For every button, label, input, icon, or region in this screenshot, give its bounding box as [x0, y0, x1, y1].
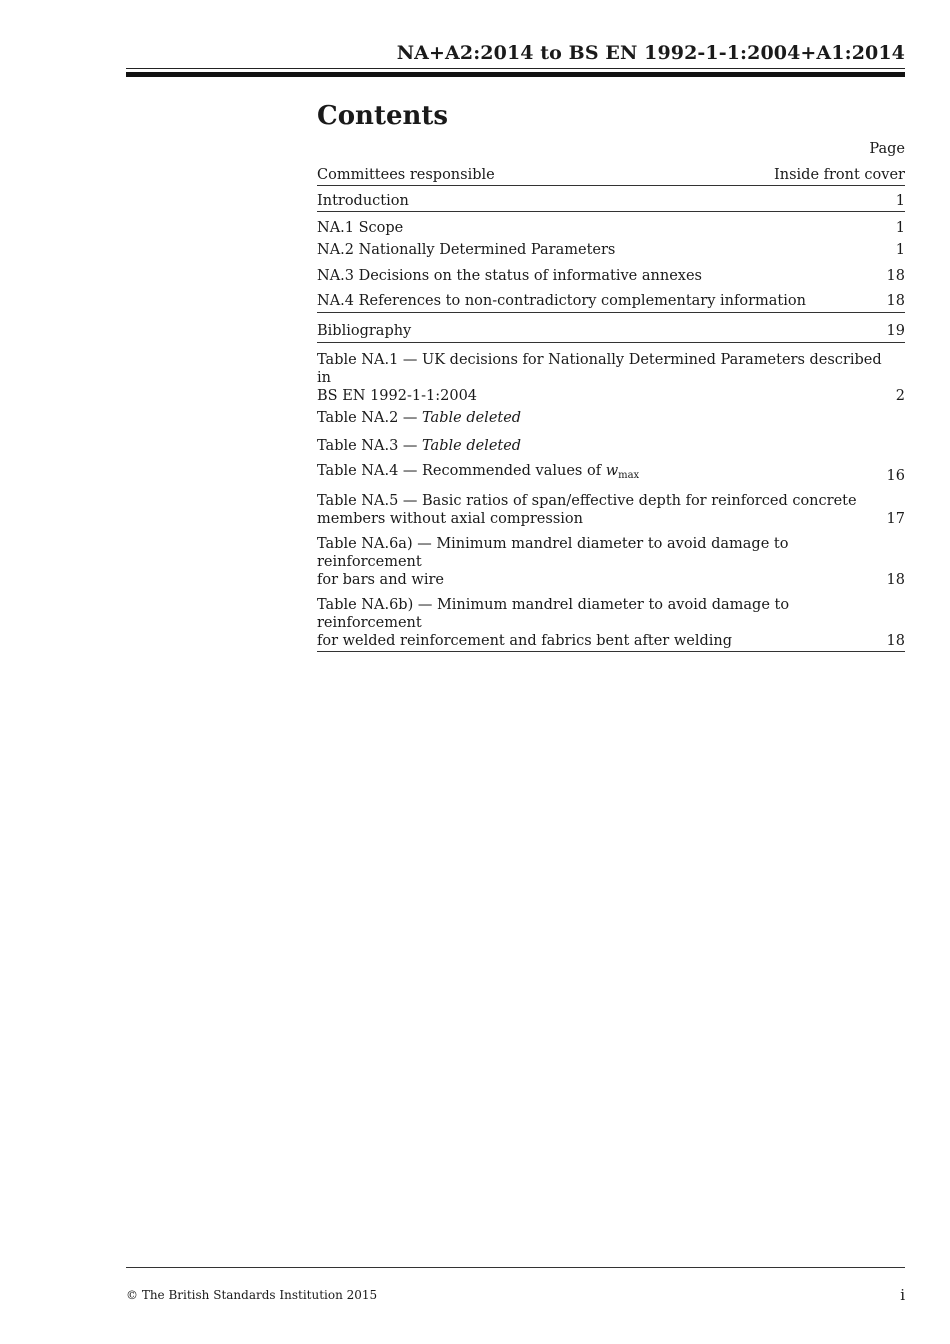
- toc-entry-table-na2[interactable]: [317, 409, 905, 427]
- toc-entry-page: 1: [895, 242, 905, 258]
- toc-entry-text: Introduction: [317, 193, 409, 209]
- toc-entry-na3[interactable]: [317, 267, 905, 285]
- toc-entry-page: 17: [886, 511, 905, 527]
- toc-entry-title-italic: Table deleted: [422, 438, 522, 454]
- toc-entry-table-na4[interactable]: [317, 462, 905, 485]
- toc-entry-na1[interactable]: [317, 219, 905, 237]
- toc-entry-text: [317, 492, 887, 528]
- toc-entry-text: [317, 535, 887, 589]
- toc-group-tables: [317, 351, 905, 652]
- footer-copyright: © The British Standards Institution 2015: [126, 1288, 378, 1302]
- toc-entry-title-italic: Table deleted: [422, 410, 522, 426]
- toc-entry-page: 1: [895, 193, 905, 209]
- toc-entry-committees[interactable]: [317, 166, 905, 184]
- toc-group-introduction: [317, 192, 905, 212]
- toc-entry-prefix: Table NA.2 —: [317, 410, 423, 426]
- toc-entry-text: NA.2 Nationally Determined Parameters: [317, 242, 616, 258]
- toc-entry-line: BS EN 1992-1-1:2004: [317, 388, 478, 404]
- toc-entry-line: for welded reinforcement and fabrics bent after welding: [317, 633, 733, 649]
- toc-entry-page: 19: [886, 323, 905, 339]
- toc-entry-page: 18: [886, 633, 905, 649]
- toc-entry-page: 18: [886, 572, 905, 588]
- toc-entry-text: Bibliography: [317, 323, 412, 339]
- math-symbol-w: w: [605, 463, 619, 479]
- toc-entry-page: 2: [895, 388, 905, 404]
- toc-entry-text: NA.4 References to non-contradictory complementary information: [317, 293, 806, 309]
- toc-entry-text: Committees responsible: [317, 167, 495, 183]
- toc-entry-table-na6b[interactable]: [317, 596, 905, 650]
- toc-entry-line: Table NA.5 — Basic ratios of span/effective depth for reinforced concrete: [317, 493, 857, 509]
- toc-entry-table-na5[interactable]: [317, 492, 905, 528]
- toc-entry-page: 18: [886, 293, 905, 309]
- header-rule-thin: [126, 68, 905, 69]
- toc-entry-page: 18: [886, 268, 905, 284]
- toc-entry-page: 16: [886, 468, 905, 484]
- toc-entry-text: NA.1 Scope: [317, 220, 404, 236]
- footer-rule: [126, 1267, 905, 1268]
- page-title: Contents: [317, 101, 449, 131]
- toc-entry-text: [317, 596, 887, 650]
- toc-entry-line: Table NA.6b) — Minimum mandrel diameter to avoid damage to reinforcement: [317, 597, 790, 631]
- toc-entry-text: [317, 351, 896, 405]
- document-identifier: NA+A2:2014 to BS EN 1992-1-1:2004+A1:2014: [396, 42, 905, 64]
- toc-entry-table-na3[interactable]: [317, 437, 905, 455]
- header-rule-thick: [126, 72, 905, 77]
- toc-entry-na4[interactable]: [317, 292, 905, 310]
- toc-entry-page: 1: [895, 220, 905, 236]
- toc-entry-na2[interactable]: [317, 241, 905, 259]
- toc-entry-bibliography[interactable]: [317, 322, 905, 340]
- toc-group-bibliography: [317, 322, 905, 343]
- math-subscript-max: max: [618, 470, 640, 481]
- toc-entry-prefix: Table NA.4 — Recommended values of: [317, 463, 606, 479]
- toc-entry-text: [317, 437, 905, 455]
- toc-group-committees: [317, 166, 905, 186]
- toc-entry-table-na6a[interactable]: [317, 535, 905, 589]
- toc-entry-page: Inside front cover: [774, 167, 905, 183]
- footer-page-number: i: [900, 1286, 905, 1304]
- toc-entry-line: members without axial compression: [317, 511, 583, 527]
- toc-entry-line: for bars and wire: [317, 572, 444, 588]
- toc-group-clauses: [317, 219, 905, 313]
- toc-entry-introduction[interactable]: [317, 192, 905, 210]
- page-column-label: Page: [869, 141, 905, 157]
- table-of-contents: [317, 140, 905, 652]
- toc-entry-prefix: Table NA.3 —: [317, 438, 423, 454]
- toc-entry-line: Table NA.6a) — Minimum mandrel diameter to avoid damage to reinforcement: [317, 536, 789, 570]
- toc-entry-text: [317, 462, 887, 485]
- toc-entry-text: [317, 409, 905, 427]
- toc-entry-line: Table NA.1 — UK decisions for Nationally Determined Parameters described in: [317, 352, 882, 386]
- toc-entry-text: NA.3 Decisions on the status of informative annexes: [317, 268, 702, 284]
- toc-entry-table-na1[interactable]: [317, 351, 905, 405]
